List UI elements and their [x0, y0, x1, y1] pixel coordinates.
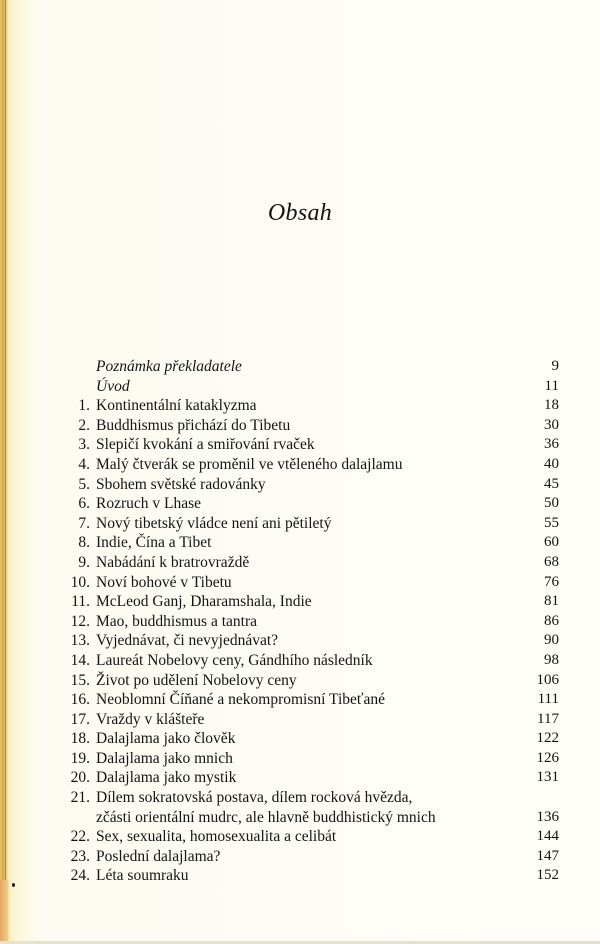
toc-title-line: Slepičí kvokání a smiřování rvaček: [96, 436, 315, 454]
toc-chapter-item: [0, 671, 600, 691]
toc-entry-title: [96, 494, 201, 514]
toc-chapter-item: [0, 416, 600, 436]
toc-chapter-number: 5.: [78, 475, 90, 493]
toc-title-line: Mao, buddhismus a tantra: [96, 612, 258, 630]
toc-page-number: 81: [544, 593, 559, 610]
toc-entry-title: [96, 416, 290, 436]
toc-chapter-item: [0, 690, 600, 710]
toc-title-line: Indie, Čína a Tibet: [96, 534, 212, 552]
toc-chapter-item: [0, 533, 600, 553]
toc-entry-title: [96, 573, 232, 593]
toc-title-line: Neoblomní Číňané a nekompromisní Tibeťané: [96, 691, 386, 709]
toc-chapter-number: 1.: [78, 397, 90, 415]
toc-page-number: 45: [544, 475, 559, 492]
toc-chapter-item: [0, 514, 600, 534]
toc-title-line: Nabádání k bratrovraždě: [96, 553, 250, 571]
toc-title-line: Rozruch v Lhase: [96, 495, 202, 513]
toc-page-number: 30: [544, 416, 559, 433]
toc-chapter-number: 22.: [70, 828, 90, 846]
toc-chapter-item: [0, 475, 600, 495]
toc-chapter-number: 24.: [70, 867, 90, 885]
page-title: Obsah: [267, 200, 333, 226]
toc-chapter-number: 13.: [70, 632, 90, 650]
toc-entry-title: [96, 553, 249, 573]
toc-page-number: 55: [544, 514, 559, 531]
spine-stain: [0, 880, 10, 944]
toc-title-line: Vyjednávat, či nevyjednávat?: [96, 632, 279, 650]
toc-chapter-number: 9.: [78, 553, 90, 571]
toc-entry-title: [96, 690, 385, 710]
toc-entry-title: [96, 631, 278, 651]
toc-page-number: 111: [537, 691, 559, 708]
toc-entry-title: [96, 749, 233, 769]
toc-chapter-item: [0, 788, 600, 827]
toc-page-number: 117: [537, 710, 559, 727]
toc-entry-title: [96, 710, 204, 730]
toc-chapter-number: 15.: [70, 671, 90, 689]
toc-chapter-item: [0, 455, 600, 475]
toc-chapter-item: [0, 573, 600, 593]
toc-entry-title: [96, 514, 331, 534]
toc-entry-title: [96, 612, 257, 632]
toc-chapter-item: [0, 631, 600, 651]
table-of-contents: [0, 357, 600, 886]
toc-title-line: Léta soumraku: [96, 867, 189, 885]
toc-entry-title: [96, 768, 236, 788]
toc-entry-title: [96, 592, 312, 612]
toc-title-line: Dalajlama jako mystik: [96, 769, 237, 787]
toc-entry-title: [96, 866, 189, 886]
toc-entry-title: Poznámka překladatele: [96, 358, 242, 375]
toc-chapter-number: 7.: [78, 514, 90, 532]
toc-entry-title: [96, 533, 211, 553]
toc-chapter-item: [0, 847, 600, 867]
toc-chapter-number: 2.: [78, 416, 90, 434]
toc-chapter-item: [0, 592, 600, 612]
toc-chapter-number: 14.: [70, 651, 90, 669]
toc-title-line: Buddhismus přichází do Tibetu: [96, 416, 291, 434]
toc-title-line: Dalajlama jako mnich: [96, 749, 233, 767]
toc-title-line: Sex, sexualita, homosexualita a celibát: [96, 828, 337, 846]
toc-page-number: 90: [544, 632, 559, 649]
toc-entry-title: [96, 396, 257, 416]
toc-chapter-number: 18.: [70, 730, 90, 748]
toc-page-number: 76: [544, 573, 559, 590]
toc-page-number: 60: [544, 534, 559, 551]
toc-title-line: Dalajlama jako člověk: [96, 730, 236, 748]
toc-page-number: 122: [536, 730, 559, 747]
toc-chapter-number: 10.: [70, 573, 90, 591]
toc-chapter-number: 17.: [70, 710, 90, 728]
toc-page-number: 106: [536, 671, 559, 688]
toc-chapter-number: 20.: [70, 769, 90, 787]
toc-chapter-item: [0, 710, 600, 730]
toc-chapter-item: [0, 612, 600, 632]
toc-title-line: Nový tibetský vládce není ani pětiletý: [96, 514, 332, 532]
toc-title-line: Malý čtverák se proměnil ve vtěleného dalajlamu: [96, 455, 403, 473]
toc-page-number: 18: [544, 397, 559, 414]
toc-entry-title: [96, 788, 436, 827]
toc-entry-title: [96, 475, 266, 495]
toc-chapter-item: [0, 651, 600, 671]
toc-entry-title: [96, 455, 402, 475]
toc-page-number: 126: [536, 749, 559, 766]
toc-title-line: Kontinentální kataklyzma: [96, 397, 257, 415]
toc-chapter-number: 8.: [78, 534, 90, 552]
toc-front-matter-item: [0, 377, 600, 397]
toc-chapter-number: 11.: [71, 593, 90, 611]
toc-title-line: zčásti orientální mudrc, ale hlavně buddhistický mnich: [96, 808, 436, 826]
toc-page-number: 144: [536, 828, 559, 845]
toc-chapter-number: 12.: [70, 612, 90, 630]
toc-chapter-number: 19.: [70, 749, 90, 767]
toc-chapter-item: [0, 494, 600, 514]
toc-chapter-item: [0, 553, 600, 573]
toc-chapter-number: 16.: [70, 691, 90, 709]
toc-title-line: McLeod Ganj, Dharamshala, Indie: [96, 593, 312, 611]
toc-page-number: 9: [551, 358, 559, 374]
toc-title-line: Laureát Nobelovy ceny, Gándhího následník: [96, 651, 373, 669]
toc-chapter-item: [0, 827, 600, 847]
toc-page-number: 136: [536, 808, 559, 825]
toc-page-number: 50: [544, 495, 559, 512]
toc-page-number: 11: [544, 377, 559, 394]
toc-chapter-item: [0, 749, 600, 769]
toc-chapter-number: 6.: [78, 495, 90, 513]
toc-page-number: 147: [536, 847, 559, 864]
toc-entry-title: [96, 827, 336, 847]
toc-entry-title: Úvod: [96, 377, 130, 395]
toc-entry-title: [96, 435, 315, 455]
toc-entry-title: [96, 651, 373, 671]
toc-chapter-number: 21.: [70, 789, 90, 807]
toc-chapter-number: 4.: [78, 455, 90, 473]
toc-title-line: Sbohem světské radovánky: [96, 475, 266, 493]
toc-title-line: Noví bohové v Tibetu: [96, 573, 232, 591]
toc-chapter-item: [0, 435, 600, 455]
toc-entry-title: [96, 729, 235, 749]
toc-chapter-item: [0, 396, 600, 416]
toc-page-number: 68: [544, 553, 559, 570]
toc-title-line: Poslední dalajlama?: [96, 847, 221, 865]
toc-chapter-item: [0, 768, 600, 788]
toc-entry-title: [96, 847, 220, 867]
toc-page-number: 98: [544, 651, 559, 668]
toc-title-line: Dílem sokratovská postava, dílem rocková hvězda,: [96, 789, 413, 807]
toc-page-number: 36: [544, 436, 559, 453]
toc-chapter-number: 3.: [78, 436, 90, 454]
toc-front-matter-item: [0, 357, 600, 377]
toc-entry-title: [96, 671, 297, 691]
toc-chapter-number: 23.: [70, 847, 90, 865]
toc-chapter-item: [0, 729, 600, 749]
toc-page-number: 40: [544, 455, 559, 472]
toc-page-number: 131: [536, 769, 559, 786]
toc-page-number: 152: [536, 867, 559, 884]
toc-title-line: Vraždy v klášteře: [96, 710, 205, 728]
toc-title-line: Život po udělení Nobelovy ceny: [96, 671, 297, 689]
toc-page-number: 86: [544, 612, 559, 629]
toc-chapter-item: [0, 866, 600, 886]
